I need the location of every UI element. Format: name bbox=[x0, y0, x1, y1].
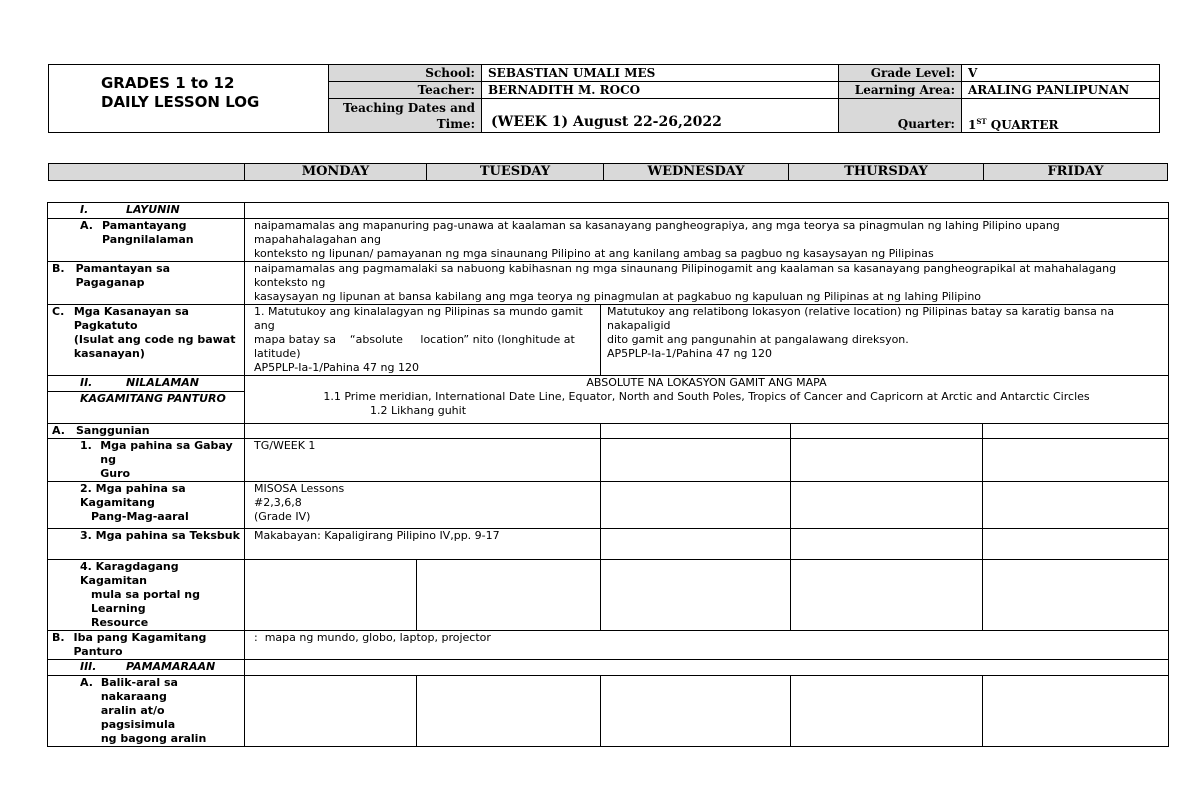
nilalaman-content-line2: 1.1 Prime meridian, International Date Line, Equator, North and South Poles, Tropics of Cancer and Capricorn at Arctic and Antarctic Circles bbox=[323, 390, 1090, 403]
karagdagang-fri[interactable] bbox=[983, 560, 1169, 631]
balik-mon[interactable] bbox=[245, 676, 417, 747]
row-nilalaman bbox=[48, 376, 1169, 392]
header-title-box bbox=[48, 64, 330, 133]
kasanayan-wednesday-friday[interactable] bbox=[601, 305, 1169, 376]
sanggunian-text: Sanggunian bbox=[76, 424, 150, 437]
quarter-num: 1 bbox=[968, 118, 977, 132]
kasanayan-mon-line3: latitude) bbox=[254, 347, 301, 360]
balik-wed[interactable] bbox=[601, 676, 791, 747]
iba-text: Iba pang Kagamitang Panturo bbox=[73, 631, 207, 658]
grade-value[interactable]: V bbox=[961, 64, 1160, 82]
header-info-left bbox=[328, 64, 840, 133]
kasanayan-monday-tuesday[interactable] bbox=[245, 305, 601, 376]
pagaganap-text: Pamantayan sa Pagaganap bbox=[75, 262, 171, 289]
mag-aaral-mon[interactable] bbox=[245, 482, 601, 529]
pamamaraan-text: PAMAMARAAN bbox=[126, 660, 216, 673]
teksbuk-thu[interactable] bbox=[791, 529, 983, 560]
mag-aaral-thu[interactable] bbox=[791, 482, 983, 529]
teksbuk-mon[interactable]: Makabayan: Kapaligirang Pilipino IV,pp. 9-17 bbox=[245, 529, 601, 560]
nilalaman-content[interactable] bbox=[245, 376, 1169, 424]
row-teksbuk bbox=[48, 529, 1169, 560]
nilalaman-content-line3: 1.2 Likhang guhit bbox=[370, 404, 467, 417]
mag-aaral-label bbox=[52, 482, 240, 524]
sanggunian-num: A. bbox=[52, 424, 65, 437]
header-title-line2: DAILY LESSON LOG bbox=[101, 93, 260, 111]
sanggunian-wed[interactable] bbox=[601, 424, 791, 439]
layunin-content[interactable] bbox=[245, 203, 1169, 219]
pamamaraan-label bbox=[52, 660, 240, 674]
teacher-label: Teacher: bbox=[328, 81, 482, 99]
mag-aaral-line2: Pang-Mag-aaral bbox=[91, 510, 189, 523]
row-gabay-guro bbox=[48, 439, 1169, 482]
pangnilalaman-line2: Pangnilalaman bbox=[102, 233, 194, 246]
pagaganap-content-line2: kasaysayan ng lipunan at bansa kabilang ang mga teorya ng pinagmulan at pagkabuo ng kapuluan ng Pilipinas at ng lahing Pilipino bbox=[254, 290, 982, 303]
nilalaman-label bbox=[52, 376, 240, 390]
balik-num: A. bbox=[80, 676, 93, 689]
quarter-text: QUARTER bbox=[986, 118, 1059, 132]
quarter-value-cell[interactable] bbox=[961, 98, 1160, 133]
balik-thu[interactable] bbox=[791, 676, 983, 747]
day-wednesday: WEDNESDAY bbox=[603, 163, 789, 181]
days-row bbox=[48, 163, 1168, 181]
karagdagang-line2: mula sa portal ng Learning bbox=[91, 588, 200, 615]
iba-content[interactable]: : mapa ng mundo, globo, laptop, projector bbox=[245, 631, 1169, 660]
teksbuk-label: 3. Mga pahina sa Teksbuk bbox=[80, 529, 240, 542]
row-sanggunian bbox=[48, 424, 1169, 439]
header-info-right bbox=[838, 64, 1160, 133]
pagaganap-num: B. bbox=[52, 262, 65, 275]
gabay-wed[interactable] bbox=[601, 439, 791, 482]
nilalaman-text: NILALAMAN bbox=[126, 376, 200, 389]
header-title-line1: GRADES 1 to 12 bbox=[101, 74, 235, 92]
days-row-blank bbox=[48, 163, 245, 181]
gabay-thu[interactable] bbox=[791, 439, 983, 482]
kasanayan-num: C. bbox=[52, 305, 65, 318]
balik-text bbox=[101, 676, 240, 746]
iba-num: B. bbox=[52, 631, 65, 644]
pamamaraan-label-cell bbox=[48, 660, 245, 676]
kagamitan-label: KAGAMITANG PANTURO bbox=[80, 392, 226, 405]
layunin-label bbox=[52, 203, 240, 217]
layunin-label-cell bbox=[48, 203, 245, 219]
quarter-label-cell bbox=[838, 98, 962, 133]
kasanayan-line2: (Isulat ang code ng bawat bbox=[73, 333, 236, 346]
area-label: Learning Area: bbox=[838, 81, 962, 99]
row-layunin bbox=[48, 203, 1169, 219]
kasanayan-wed-line2: dito gamit ang pangunahin at pangalawang direksyon. bbox=[607, 333, 909, 346]
row-kasanayan bbox=[48, 305, 1169, 376]
kasanayan-line1: Mga Kasanayan sa Pagkatuto bbox=[73, 305, 189, 332]
school-label: School: bbox=[328, 64, 482, 82]
day-thursday: THURSDAY bbox=[788, 163, 984, 181]
day-monday: MONDAY bbox=[244, 163, 427, 181]
teksbuk-wed[interactable] bbox=[601, 529, 791, 560]
mag-aaral-wed[interactable] bbox=[601, 482, 791, 529]
kasanayan-wed-line1: Matutukoy ang relatibong lokasyon (relative location) ng Pilipinas batay sa karatig bansa na nakapaligid bbox=[607, 305, 1115, 332]
row-kagamitang-mag-aaral bbox=[48, 482, 1169, 529]
pangnilalaman-content-line1: naipamamalas ang mapanuring pag-unawa at kaalaman sa kasanayang pangheograpiya, ang mga teorya sa pinagmulan ng lahing Pilipino upang mapahahalagahan ang bbox=[254, 219, 1060, 246]
pangnilalaman-text bbox=[102, 219, 194, 247]
gabay-label bbox=[52, 439, 240, 481]
kasanayan-mon-line2: mapa batay sa “absolute location” nito (longhitude at bbox=[254, 333, 575, 346]
quarter-sup: ST bbox=[976, 117, 987, 126]
karagdagang-tue[interactable] bbox=[417, 560, 601, 631]
karagdagang-line3: Resource bbox=[91, 616, 149, 629]
dates-label-line1: Teaching Dates and bbox=[342, 101, 475, 115]
balik-label-cell bbox=[48, 676, 245, 747]
nilalaman-label-cell bbox=[48, 376, 245, 392]
dates-label bbox=[328, 98, 482, 133]
quarter-value bbox=[962, 117, 1058, 132]
sanggunian-label bbox=[52, 424, 240, 438]
pangnilalaman-content-line2: konteksto ng lipunan/ pamayanan ng mga sinaunang Pilipino at ang kanilang ambag sa pagbuo ng kasaysayan ng Pilipinas bbox=[254, 247, 934, 260]
pangnilalaman-label bbox=[52, 219, 240, 247]
gabay-line2: Guro bbox=[100, 467, 131, 480]
day-friday: FRIDAY bbox=[983, 163, 1168, 181]
quarter-label: Quarter: bbox=[897, 117, 955, 131]
gabay-fri[interactable] bbox=[983, 439, 1169, 482]
kasanayan-text bbox=[74, 305, 240, 361]
karagdagang-wed[interactable] bbox=[601, 560, 791, 631]
row-pamamaraan bbox=[48, 660, 1169, 676]
karagdagang-thu[interactable] bbox=[791, 560, 983, 631]
mag-aaral-text3: (Grade IV) bbox=[254, 510, 311, 523]
row-iba-pang-kagamitan bbox=[48, 631, 1169, 660]
kasanayan-label-cell bbox=[48, 305, 245, 376]
grade-label: Grade Level: bbox=[838, 64, 962, 82]
kasanayan-wed-line3: AP5PLP-Ia-1/Pahina 47 ng 120 bbox=[607, 347, 772, 360]
mag-aaral-fri[interactable] bbox=[983, 482, 1169, 529]
pagaganap-label-cell bbox=[48, 262, 245, 305]
teksbuk-fri[interactable] bbox=[983, 529, 1169, 560]
gabay-label-cell bbox=[48, 439, 245, 482]
school-value[interactable]: SEBASTIAN UMALI MES bbox=[481, 64, 840, 82]
kasanayan-line3: kasanayan) bbox=[73, 347, 145, 360]
layunin-num: I. bbox=[80, 203, 89, 216]
nilalaman-content-line1: ABSOLUTE NA LOKASYON GAMIT ANG MAPA bbox=[586, 376, 827, 389]
lesson-table bbox=[47, 202, 1169, 747]
gabay-line1: Mga pahina sa Gabay ng bbox=[100, 439, 233, 466]
dates-value-cell[interactable] bbox=[481, 98, 840, 133]
balik-line2: aralin at/o pagsisimula bbox=[100, 704, 176, 731]
pagaganap-content[interactable] bbox=[245, 262, 1169, 305]
gabay-mon[interactable]: TG/WEEK 1 bbox=[245, 439, 601, 482]
pamamaraan-num: III. bbox=[80, 660, 97, 673]
teksbuk-label-cell bbox=[48, 529, 245, 560]
karagdagang-label-cell bbox=[48, 560, 245, 631]
mag-aaral-text1: MISOSA Lessons bbox=[254, 482, 345, 495]
kasanayan-label bbox=[52, 305, 240, 361]
iba-label-cell bbox=[48, 631, 245, 660]
row-pamantayang-pangnilalaman bbox=[48, 219, 1169, 262]
day-tuesday: TUESDAY bbox=[426, 163, 604, 181]
mag-aaral-label-cell bbox=[48, 482, 245, 529]
karagdagang-label bbox=[52, 560, 240, 630]
sanggunian-fri[interactable] bbox=[983, 424, 1169, 439]
dates-label-line2: Time: bbox=[436, 117, 475, 131]
kasanayan-mon-line4: AP5PLP-Ia-1/Pahina 47 ng 120 bbox=[254, 361, 419, 374]
gabay-text bbox=[100, 439, 240, 481]
balik-label bbox=[52, 676, 240, 746]
row-balik-aral bbox=[48, 676, 1169, 747]
dates-value: (WEEK 1) August 22-26,2022 bbox=[491, 114, 722, 130]
kasanayan-mon-line1: 1. Matutukoy ang kinalalagyan ng Pilipinas sa mundo gamit ang bbox=[254, 305, 583, 332]
mag-aaral-line1: 2. Mga pahina sa Kagamitang bbox=[80, 482, 186, 509]
pagaganap-label bbox=[52, 262, 240, 290]
balik-fri[interactable] bbox=[983, 676, 1169, 747]
row-pamantayan-pagaganap bbox=[48, 262, 1169, 305]
pangnilalaman-line1: Pamantayang bbox=[102, 219, 187, 232]
karagdagang-line1: 4. Karagdagang Kagamitan bbox=[80, 560, 179, 587]
karagdagang-mon[interactable] bbox=[245, 560, 417, 631]
pagaganap-content-line1: naipamamalas ang pagmamalaki sa nabuong kabihasnan ng mga sinaunang Pilipinogamit ang kaalaman sa kasanayang pangheograpikal at mahahalagang konteksto ng bbox=[254, 262, 1117, 289]
row-karagdagang-kagamitan bbox=[48, 560, 1169, 631]
sanggunian-mon[interactable] bbox=[245, 424, 601, 439]
pangnilalaman-num: A. bbox=[80, 219, 93, 232]
nilalaman-num: II. bbox=[80, 376, 93, 389]
balik-tue[interactable] bbox=[417, 676, 601, 747]
area-value[interactable]: ARALING PANLIPUNAN bbox=[961, 81, 1160, 99]
iba-label bbox=[52, 631, 240, 659]
pangnilalaman-content[interactable] bbox=[245, 219, 1169, 262]
layunin-text: LAYUNIN bbox=[126, 203, 180, 216]
sanggunian-thu[interactable] bbox=[791, 424, 983, 439]
balik-line1: Balik-aral sa nakaraang bbox=[100, 676, 178, 703]
pangnilalaman-label-cell bbox=[48, 219, 245, 262]
teacher-value[interactable]: BERNADITH M. ROCO bbox=[481, 81, 840, 99]
sanggunian-label-cell bbox=[48, 424, 245, 439]
kagamitan-label-cell bbox=[48, 392, 245, 424]
gabay-num: 1. bbox=[80, 439, 92, 452]
mag-aaral-text2: #2,3,6,8 bbox=[254, 496, 302, 509]
balik-line3: ng bagong aralin bbox=[100, 732, 207, 745]
pamamaraan-content[interactable] bbox=[245, 660, 1169, 676]
